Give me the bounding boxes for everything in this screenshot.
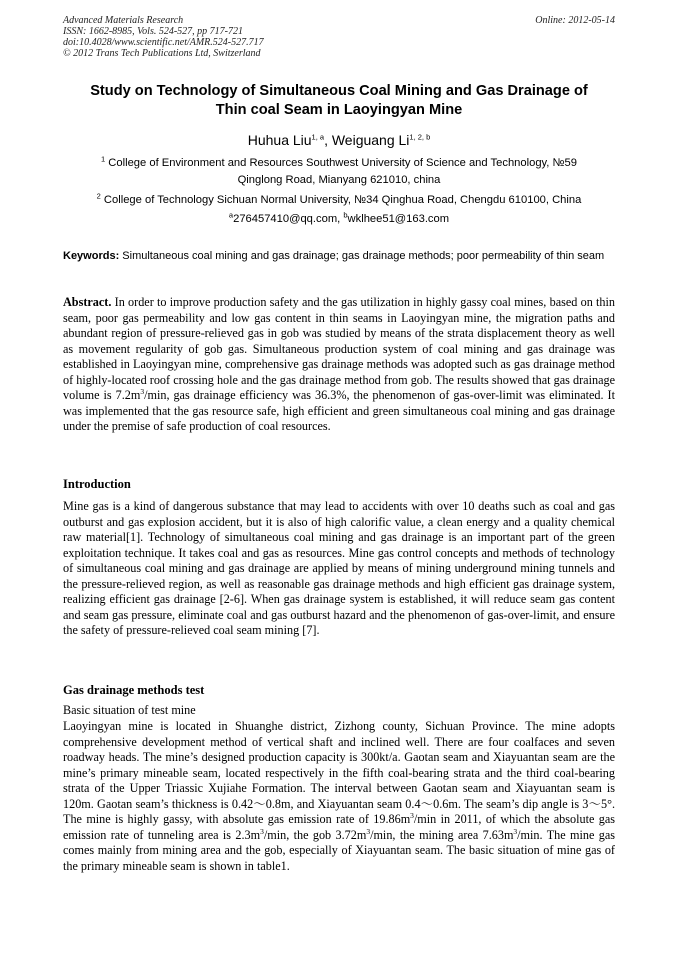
test-mine-sup-3: 3 — [366, 826, 371, 836]
title-line-2: Thin coal Seam in Laoyingyan Mine — [215, 102, 463, 118]
author-emails — [63, 211, 615, 228]
test-mine-text-3: /min, the gob 3.72m — [263, 827, 367, 842]
test-mine-paragraph — [63, 719, 615, 874]
abstract-label: Abstract. — [63, 295, 112, 309]
test-mine-sup-1: 3 — [410, 810, 414, 820]
test-mine-text-2: /min in 2011, of which the absolute gas emission rate of tunneling area is 2.3m — [63, 812, 615, 842]
introduction-heading: Introduction — [63, 477, 131, 491]
affiliation-2-number: 2 — [96, 191, 101, 201]
author-list — [50, 131, 628, 149]
online-date: Online: 2012-05-14 — [535, 15, 615, 26]
doi-line[interactable]: doi:10.4028/www.scientific.net/AMR.524-527.717 — [63, 37, 264, 48]
test-mine-text-1: Laoyingyan mine is located in Shuanghe district, Zizhong county, Sichuan Province. The mine adopts comprehensive development method of vertical shaft and inclined well. There are four coalfaces and seven roadway heads. The mine’s designed production capacity is 300kt/a. Gaotan seam and Xiayuantan seam are the mine’s primary mineable seam, located respectively in the fifth coal-bearing strata and the third coal-bearing strata of the Upper Triassic Xujiahe Formation. The interval between Gaotan seam and Xiayuantan seam is 120m. Gaotan seam’s thickness is 0.42～0.8m, and Xiayuantan seam 0.4～0.6m. The seam’s dip angle is 3～5°. The mine is highly gassy, with absolute gas emission rate of 19.86m — [63, 719, 615, 826]
keywords-label: Keywords: — [63, 250, 120, 262]
test-mine-text-5: /min. The mine gas comes mainly from mining area and the gob, especially of Xiayuantan seam. The basic situation of mine gas of the primary mineable seam is shown in table1. — [63, 827, 615, 873]
journal-header — [63, 15, 264, 59]
test-mine-subheading: Basic situation of test mine — [63, 703, 196, 717]
author-1-affil: 1, a — [311, 132, 325, 142]
email-a[interactable]: 276457410@qq.com, — [233, 213, 344, 225]
title-line-1: Study on Technology of Simultaneous Coal Mining and Gas Drainage of — [90, 83, 588, 99]
email-a-marker: a — [228, 210, 234, 220]
affiliation-1 — [63, 155, 615, 189]
journal-name: Advanced Materials Research — [63, 15, 184, 26]
test-mine-text-4: /min, the mining area 7.63m — [370, 827, 514, 842]
introduction-paragraph: Mine gas is a kind of dangerous substance that may lead to accidents with over 10 deaths such as coal and gas outburst and gas explosion accident, but it is also of high calorific value, a clean energy and a quality chemical raw material[1]. Technology of simultaneous coal mining and gas drainage is an important part of the green exploitation technique. It takes coal and gas as resources. Mine gas control concepts and methods of technology of simultaneous coal mining and gas drainage are applied by means of mining underground mining tunnels and the pressure-relieved region, as well as reasonable gas drainage methods and high efficient gas drainage system, realizing efficient gas drainage [2-6]. When gas drainage system is established, it will reduce seam gas content and seam gas pressure, eliminate coal and gas outburst hazard and the phenomenon of gas-over-limit, and ensure the safety of pressure-relieved coal seam mining [7]. — [63, 499, 615, 637]
gas-drainage-heading: Gas drainage methods test — [63, 683, 205, 697]
issn-line: ISSN: 1662-8985, Vols. 524-527, pp 717-721 — [63, 26, 243, 37]
affiliation-1-number: 1 — [101, 154, 106, 164]
abstract-text-1: In order to improve production safety and the gas utilization in highly gassy coal mines, based on thin seam, poor gas permeability and low gas content in thin seams in Laoyingyan mine, the migration paths and abundant region of pressure-relieved gas in gob was studied by means of the strata displacement theory as well as movement regularity of gob gas. Simultaneous production system of coal mining and gas drainage was established in Laoyingyan mine, comprehensive gas drainage methods was adopted such as gas drainage method of highly-located roof crossing hole and the gas drainage method from gob. The results showed that gas drainage volume is 7.2m — [63, 295, 615, 402]
author-2-affil: 1, 2, b — [409, 132, 431, 142]
affiliation-2 — [63, 192, 615, 209]
email-b-marker: b — [343, 210, 348, 220]
affiliation-1-line-2: Qinglong Road, Mianyang 621010, china — [237, 174, 441, 186]
abstract-text-2: /min, gas drainage efficiency was 36.3%, the phenomenon of gas-over-limit was eliminated. It was implemented that the gas resource safe, high efficient and green simultaneous coal mining and gas drainage under the premise of safe production of coal resources. — [63, 388, 615, 433]
test-mine-sup-4: 3 — [513, 826, 518, 836]
affiliation-1-line-1: College of Environment and Resources Southwest University of Science and Technology, №59 — [105, 157, 577, 169]
keywords-text: Simultaneous coal mining and gas drainage; gas drainage methods; poor permeability of thin seam — [119, 250, 605, 262]
affiliation-2-text: College of Technology Sichuan Normal University, №34 Qinghua Road, Chengdu 610100, China — [100, 194, 582, 206]
abstract — [63, 295, 615, 435]
test-mine-sup-2: 3 — [260, 826, 264, 836]
author-separator: , — [324, 132, 332, 148]
author-1: Huhua Liu — [247, 132, 312, 148]
email-b[interactable]: wklhee51@163.com — [347, 213, 450, 225]
author-2: Weiguang Li — [331, 132, 410, 148]
paper-title — [50, 82, 628, 120]
copyright-line: © 2012 Trans Tech Publications Ltd, Switzerland — [63, 48, 261, 59]
abstract-sup-1: 3 — [140, 386, 145, 396]
keywords — [63, 249, 615, 263]
